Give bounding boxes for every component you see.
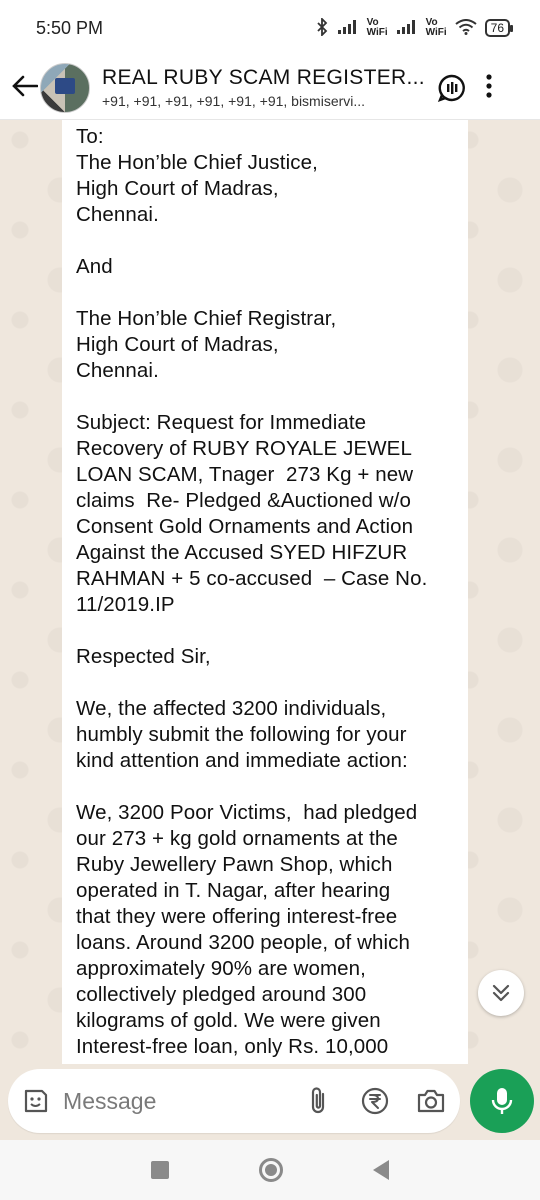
message-compose-pill (8, 1069, 460, 1133)
group-call-button[interactable] (430, 73, 474, 103)
header-info[interactable] (102, 66, 430, 109)
chat-header (0, 56, 540, 120)
participants-list: +91, +91, +91, +91, +91, +91, bismiservi... (102, 93, 366, 109)
double-chevron-down-icon (491, 983, 511, 1003)
wifi-icon (455, 19, 477, 38)
microphone-icon (490, 1086, 514, 1116)
group-name: REAL RUBY SCAM REGISTER... (102, 66, 425, 89)
paperclip-icon (307, 1086, 329, 1116)
more-options-icon[interactable] (474, 73, 504, 103)
back-arrow-icon[interactable] (8, 73, 42, 103)
sticker-button[interactable] (8, 1087, 63, 1115)
input-bar (0, 1064, 540, 1140)
battery-indicator: 76 (485, 19, 510, 37)
group-call-icon (437, 73, 467, 103)
message-input[interactable] (63, 1081, 283, 1121)
group-avatar[interactable] (40, 63, 90, 113)
message-text: To: The Hon’ble Chief Justice, High Court of Madras, Chennai. And The Hon’ble Chief Registrar, High Court of Madras, Chennai. Subject: Request for Immediate Recovery of RUBY ROYALE JEWEL LOAN SCAM, Tnager 273 Kg + new claims Re- Pledged &Auctioned w/o Consent Gold Ornaments and Action Against the Accused SYED HIFZUR RAHMAN + 5 co-accused – Case No. 11/2019.IP Respected Sir, We, the affected 3200 individuals, humbly submit the following for your kind attention and immediate action: We, 3200 Poor Victims, had pledged our 273 + kg gold ornaments at the Ruby Jewellery Pawn Shop, which operated in T. Nagar, after hearing that they were offering interest-free loans. Around 3200 people, of which approximately 90% are women, collectively pledged around 300 kilograms of gold. We were given Interest-free loan, only Rs. 10,000 (76, 125, 428, 1058)
home-icon[interactable] (259, 1158, 283, 1182)
vowifi-label-2: Vo WiFi (425, 17, 447, 38)
signal-icon-1 (337, 19, 359, 38)
voice-message-button[interactable] (470, 1069, 534, 1133)
attach-button[interactable] (289, 1086, 346, 1116)
scroll-to-bottom-button[interactable] (478, 970, 524, 1016)
chat-area[interactable] (0, 120, 540, 1064)
vowifi-label-1: Vo WiFi (366, 17, 388, 38)
status-time: 5:50 PM (36, 17, 104, 38)
status-icons (315, 18, 510, 39)
camera-button[interactable] (403, 1088, 460, 1114)
status-bar (0, 0, 540, 56)
recent-apps-icon[interactable] (151, 1161, 169, 1179)
message-bubble[interactable] (62, 120, 468, 1064)
sticker-icon (22, 1087, 50, 1115)
rupee-icon (360, 1086, 390, 1116)
payment-button[interactable] (346, 1086, 403, 1116)
signal-icon-2 (396, 19, 418, 38)
system-back-icon[interactable] (373, 1160, 389, 1180)
system-nav-bar (0, 1140, 540, 1200)
bluetooth-icon (315, 18, 329, 39)
camera-icon (416, 1088, 446, 1114)
